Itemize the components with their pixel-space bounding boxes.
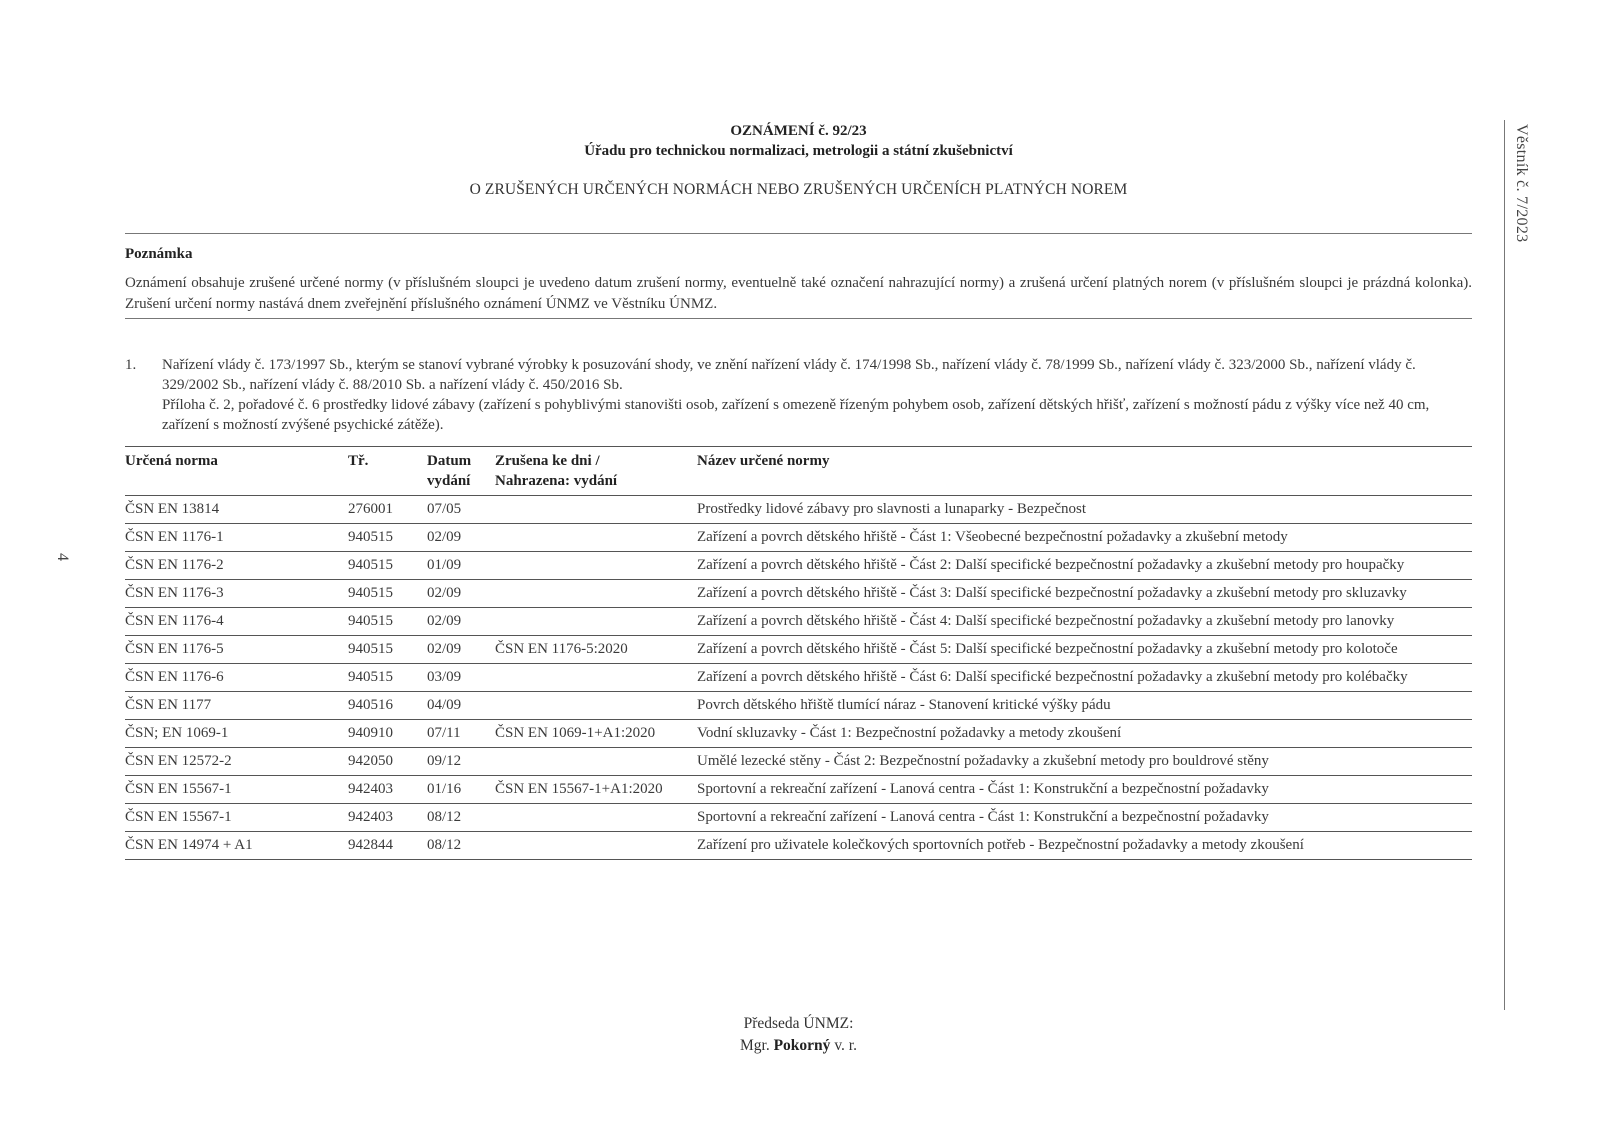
norms-table	[125, 446, 1472, 860]
header-cancel-line1: Zrušena ke dni /	[495, 453, 600, 469]
cell-date: 03/09	[427, 664, 495, 692]
cell-date: 09/12	[427, 748, 495, 776]
announcement-issuer: Úřadu pro technickou normalizaci, metrologii a státní zkušebnictví	[584, 143, 1013, 159]
header-cancel	[495, 447, 697, 496]
cell-cancel: ČSN EN 1069-1+A1:2020	[495, 720, 697, 748]
cell-norm: ČSN EN 13814	[125, 496, 348, 524]
header-name: Název určené normy	[697, 447, 1472, 496]
cell-cancel	[495, 748, 697, 776]
cell-class: 940515	[348, 636, 427, 664]
cell-name: Vodní skluzavky - Část 1: Bezpečnostní požadavky a metody zkoušení	[697, 720, 1472, 748]
cell-cancel	[495, 524, 697, 552]
cell-class: 940515	[348, 664, 427, 692]
header-date-line1: Datum	[427, 453, 472, 469]
cell-name: Zařízení a povrch dětského hřiště - Část 2: Další specifické bezpečnostní požadavky a zkušební metody pro houpačky	[697, 552, 1472, 580]
cell-cancel	[495, 608, 697, 636]
table-row	[125, 720, 1472, 748]
table-row	[125, 552, 1472, 580]
cell-date: 02/09	[427, 636, 495, 664]
cell-date: 04/09	[427, 692, 495, 720]
cell-cancel	[495, 552, 697, 580]
cell-name: Umělé lezecké stěny - Část 2: Bezpečnostní požadavky a zkušební metody pro bouldrové stěny	[697, 748, 1472, 776]
annex-text: Příloha č. 2, pořadové č. 6 prostředky lidové zábavy (zařízení s pohyblivými stanovišti osob, zařízení s omezeně řízeným pohybem osob, zařízení dětských hřišť, zařízení s možností pádu z výšky více než 40 cm, zařízení s možností zvýšené psychické zátěže).	[162, 397, 1430, 433]
table-row	[125, 748, 1472, 776]
table-row	[125, 776, 1472, 804]
signature-name: Pokorný	[773, 1037, 831, 1054]
cell-cancel	[495, 496, 697, 524]
signature-role: Předseda ÚNMZ:	[743, 1015, 854, 1032]
header-norm: Určená norma	[125, 447, 348, 496]
cell-name: Zařízení a povrch dětského hřiště - Část 4: Další specifické bezpečnostní požadavky a zkušební metody pro lanovky	[697, 608, 1472, 636]
cell-date: 08/12	[427, 804, 495, 832]
cell-class: 276001	[348, 496, 427, 524]
cell-name: Zařízení a povrch dětského hřiště - Část 5: Další specifické bezpečnostní požadavky a zkušební metody pro kolotoče	[697, 636, 1472, 664]
announcement-heading: O ZRUŠENÝCH URČENÝCH NORMÁCH NEBO ZRUŠENÝCH URČENÍCH PLATNÝCH NOREM	[469, 181, 1128, 198]
table-row	[125, 496, 1472, 524]
cell-class: 940515	[348, 524, 427, 552]
table-row	[125, 636, 1472, 664]
cell-class: 942403	[348, 804, 427, 832]
cell-class: 942403	[348, 776, 427, 804]
cell-cancel	[495, 692, 697, 720]
cell-norm: ČSN EN 14974 + A1	[125, 832, 348, 860]
cell-class: 940515	[348, 608, 427, 636]
note-heading: Poznámka	[125, 246, 193, 262]
cell-date: 02/09	[427, 608, 495, 636]
regulation-text: Nařízení vlády č. 173/1997 Sb., kterým se stanoví vybrané výrobky k posuzování shody, ve znění nařízení vlády č. 174/1998 Sb., nařízení vlády č. 78/1999 Sb., nařízení vlády č. 323/2000 Sb., nařízení vlády č. 329/2002 Sb., nařízení vlády č. 88/2010 Sb. a nařízení vlády č. 450/2016 Sb.	[162, 357, 1416, 393]
cell-norm: ČSN EN 1176-2	[125, 552, 348, 580]
header-date-line2: vydání	[427, 473, 471, 489]
cell-date: 01/09	[427, 552, 495, 580]
cell-norm: ČSN EN 1176-1	[125, 524, 348, 552]
cell-name: Sportovní a rekreační zařízení - Lanová centra - Část 1: Konstrukční a bezpečnostní požadavky	[697, 776, 1472, 804]
cell-date: 07/05	[427, 496, 495, 524]
cell-date: 01/16	[427, 776, 495, 804]
announcement-title: OZNÁMENÍ č. 92/23	[730, 123, 867, 139]
table-row	[125, 804, 1472, 832]
cell-norm: ČSN EN 1176-5	[125, 636, 348, 664]
document-header	[125, 121, 1472, 199]
section-number: 1.	[125, 357, 137, 373]
cell-name: Prostředky lidové zábavy pro slavnosti a lunaparky - Bezpečnost	[697, 496, 1472, 524]
cell-name: Zařízení a povrch dětského hřiště - Část 3: Další specifické bezpečnostní požadavky a zkušební metody pro skluzavky	[697, 580, 1472, 608]
divider-note	[125, 318, 1472, 319]
header-cancel-line2: Nahrazena: vydání	[495, 473, 618, 489]
cell-norm: ČSN EN 12572-2	[125, 748, 348, 776]
table-row	[125, 524, 1472, 552]
cell-name: Povrch dětského hřiště tlumící náraz - Stanovení kritické výšky pádu	[697, 692, 1472, 720]
header-class: Tř.	[348, 447, 427, 496]
page-number: 4	[54, 553, 71, 561]
cell-cancel: ČSN EN 1176-5:2020	[495, 636, 697, 664]
header-date	[427, 447, 495, 496]
cell-name: Sportovní a rekreační zařízení - Lanová centra - Část 1: Konstrukční a bezpečnostní požadavky	[697, 804, 1472, 832]
table-header-row	[125, 447, 1472, 496]
cell-class: 940910	[348, 720, 427, 748]
cell-date: 08/12	[427, 832, 495, 860]
signature-suffix: v. r.	[834, 1037, 857, 1054]
cell-norm: ČSN; EN 1069-1	[125, 720, 348, 748]
cell-norm: ČSN EN 15567-1	[125, 776, 348, 804]
regulation-section	[125, 355, 1472, 435]
cell-norm: ČSN EN 15567-1	[125, 804, 348, 832]
cell-norm: ČSN EN 1176-6	[125, 664, 348, 692]
cell-name: Zařízení pro uživatele kolečkových sportovních potřeb - Bezpečnostní požadavky a metody zkoušení	[697, 832, 1472, 860]
cell-cancel	[495, 832, 697, 860]
cell-class: 940515	[348, 580, 427, 608]
cell-name: Zařízení a povrch dětského hřiště - Část 1: Všeobecné bezpečnostní požadavky a zkušební metody	[697, 524, 1472, 552]
side-divider	[1504, 120, 1505, 1010]
cell-class: 942050	[348, 748, 427, 776]
journal-issue-label: Věstník č. 7/2023	[1513, 124, 1530, 243]
note-text: Oznámení obsahuje zrušené určené normy (v příslušném sloupci je uvedeno datum zrušení normy, eventuelně také označení nahrazující normy) a zrušená určení platných norem (v příslušném sloupci je prázdná kolonka). Zrušení určení normy nastává dnem zveřejnění příslušného oznámení ÚNMZ ve Věstníku ÚNMZ.	[125, 275, 1472, 312]
cell-date: 02/09	[427, 580, 495, 608]
cell-norm: ČSN EN 1176-4	[125, 608, 348, 636]
divider-top	[125, 233, 1472, 234]
cell-date: 02/09	[427, 524, 495, 552]
cell-name: Zařízení a povrch dětského hřiště - Část 6: Další specifické bezpečnostní požadavky a zkušební metody pro kolébačky	[697, 664, 1472, 692]
cell-class: 942844	[348, 832, 427, 860]
cell-norm: ČSN EN 1177	[125, 692, 348, 720]
cell-class: 940515	[348, 552, 427, 580]
signature-block	[125, 1013, 1472, 1057]
cell-class: 940516	[348, 692, 427, 720]
cell-cancel	[495, 664, 697, 692]
table-row	[125, 832, 1472, 860]
table-row	[125, 664, 1472, 692]
cell-norm: ČSN EN 1176-3	[125, 580, 348, 608]
signature-prefix: Mgr.	[740, 1037, 770, 1054]
table-row	[125, 692, 1472, 720]
table-body	[125, 496, 1472, 860]
table-row	[125, 608, 1472, 636]
cell-cancel: ČSN EN 15567-1+A1:2020	[495, 776, 697, 804]
cell-cancel	[495, 580, 697, 608]
table-row	[125, 580, 1472, 608]
cell-date: 07/11	[427, 720, 495, 748]
signature-line	[125, 1035, 1472, 1057]
cell-cancel	[495, 804, 697, 832]
